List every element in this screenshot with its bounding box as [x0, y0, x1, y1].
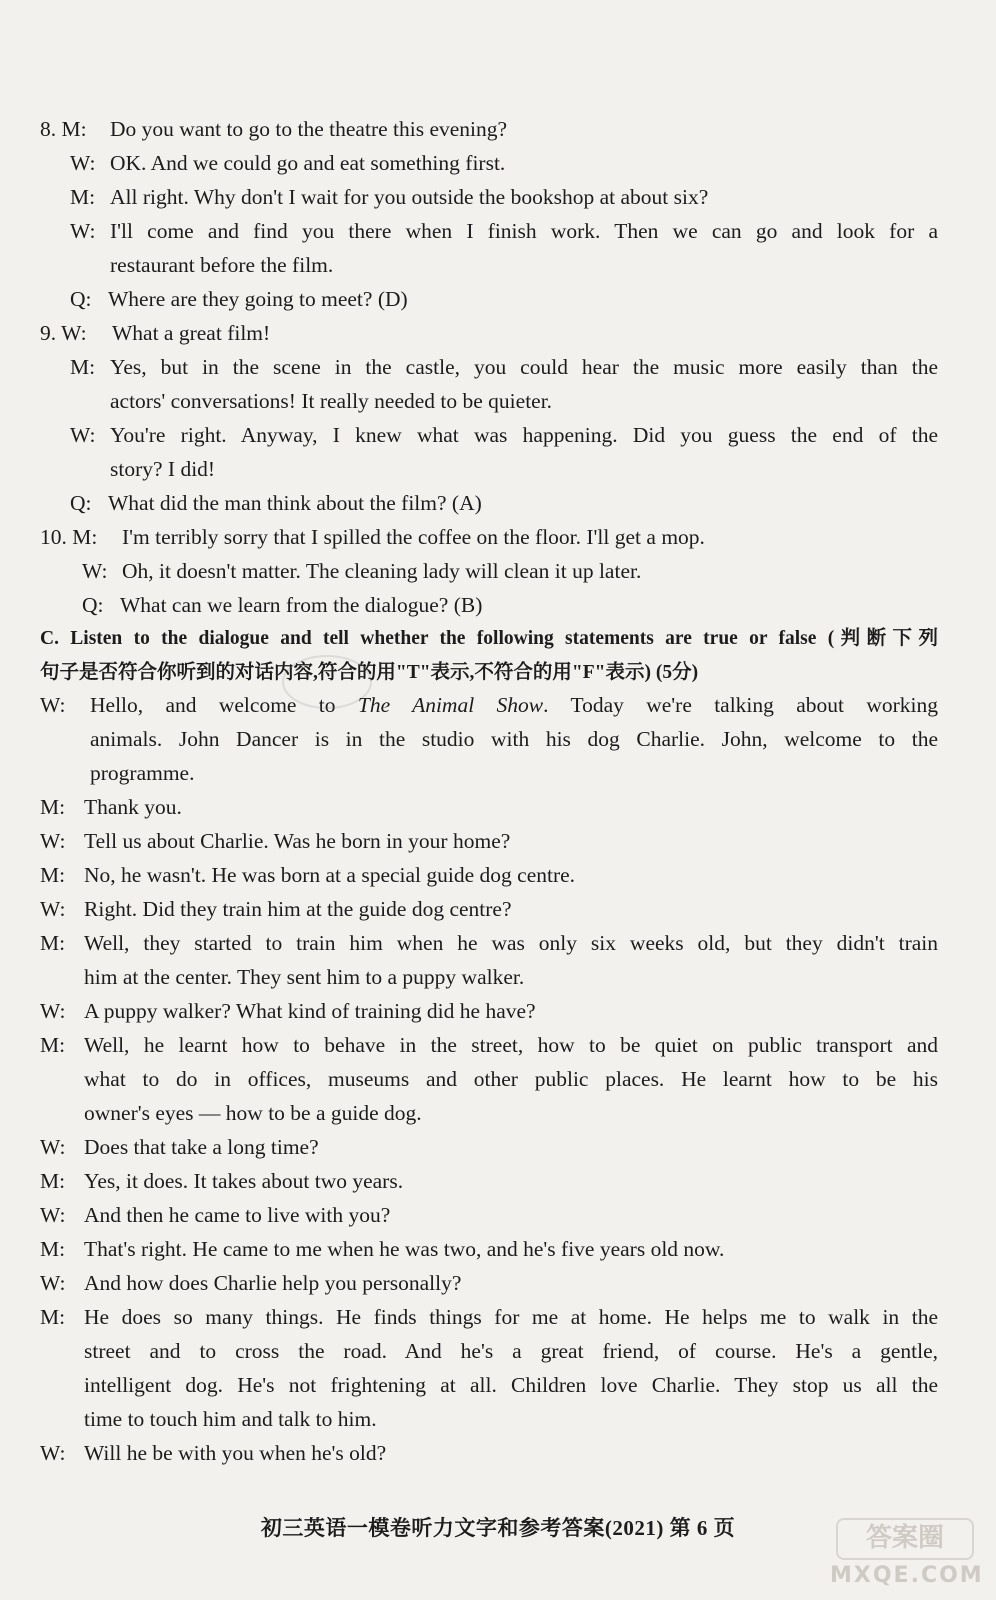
speaker-label: W: — [40, 829, 66, 853]
speaker-label: M: — [40, 931, 66, 955]
line-text: Do you want to go to the theatre this evening? — [110, 117, 508, 141]
speaker-label: M: — [40, 1169, 66, 1193]
line-text: That's right. He came to me when he was two, and he's five years old now. — [84, 1237, 725, 1261]
section-heading-text: C. Listen to the dialogue and tell whether the following statements are true or false (判断下列 — [40, 628, 938, 649]
line-text: Well, they started to train him when he was only six weeks old, but they didn't train — [84, 931, 938, 955]
speaker-label: M: — [40, 1033, 66, 1057]
line-text: Yes, but in the scene in the castle, you could hear the music more easily than the — [110, 355, 938, 379]
speaker-label: W: — [70, 151, 96, 175]
line-text: Oh, it doesn't matter. The cleaning lady will clean it up later. — [122, 559, 642, 583]
line-text: actors' conversations! It really needed to be quieter. — [110, 389, 553, 413]
line-text: A puppy walker? What kind of training did he have? — [84, 999, 536, 1023]
page-footer: 初三英语一模卷听力文字和参考答案(2021) 第 6 页 — [260, 1516, 736, 1540]
line-text: him at the center. They sent him to a puppy walker. — [84, 965, 525, 989]
speaker-label: M: — [40, 1237, 66, 1261]
line-text: All right. Why don't I wait for you outside the bookshop at about six? — [110, 185, 709, 209]
speaker-label: M: — [70, 185, 96, 209]
line-text: Hello, and welcome to The Animal Show. Today we're talking about working — [90, 693, 938, 717]
line-text: Yes, it does. It takes about two years. — [84, 1169, 404, 1193]
watermark-mark: 答案圈 — [836, 1518, 974, 1560]
line-text: restaurant before the film. — [110, 253, 334, 277]
line-text: what to do in offices, museums and other public places. He learnt how to be his — [84, 1067, 938, 1091]
speaker-label: Q: — [70, 287, 92, 311]
speaker-label: W: — [40, 999, 66, 1023]
speaker-label: M: — [40, 863, 66, 887]
line-text: And then he came to live with you? — [84, 1203, 391, 1227]
line-text: intelligent dog. He's not frightening at all. Children love Charlie. They stop us all the — [84, 1373, 938, 1397]
line-text: story? I did! — [110, 457, 216, 481]
line-text: What can we learn from the dialogue? (B) — [120, 593, 483, 617]
line-text: street and to cross the road. And he's a great friend, of course. He's a gentle, — [84, 1339, 938, 1363]
speaker-label: M: — [40, 795, 66, 819]
line-text: He does so many things. He finds things for me at home. He helps me to walk in the — [84, 1305, 938, 1329]
speaker-label: 10. M: — [40, 525, 98, 549]
speaker-label: W: — [40, 1135, 66, 1159]
section-heading-text: 句子是否符合你听到的对话内容,符合的用"T"表示,不符合的用"F"表示) (5分) — [40, 662, 699, 683]
show-title: The Animal Show — [357, 693, 544, 717]
line-text: animals. John Dancer is in the studio with his dog Charlie. John, welcome to the — [90, 727, 938, 751]
line-text: I'm terribly sorry that I spilled the coffee on the floor. I'll get a mop. — [122, 525, 705, 549]
line-text: Tell us about Charlie. Was he born in your home? — [84, 829, 511, 853]
speaker-label: Q: — [82, 593, 104, 617]
line-text: And how does Charlie help you personally? — [84, 1271, 462, 1295]
seal-stamp — [282, 655, 372, 709]
line-text: I'll come and find you there when I finish work. Then we can go and look for a — [110, 219, 938, 243]
line-text: What a great film! — [112, 321, 271, 345]
line-text: No, he wasn't. He was born at a special guide dog centre. — [84, 863, 576, 887]
speaker-label: M: — [40, 1305, 66, 1329]
speaker-label: W: — [40, 897, 66, 921]
line-text: You're right. Anyway, I knew what was happening. Did you guess the end of the — [110, 423, 938, 447]
speaker-label: 9. W: — [40, 321, 87, 345]
speaker-label: W: — [40, 1441, 66, 1465]
speaker-label: Q: — [70, 491, 92, 515]
speaker-label: M: — [70, 355, 96, 379]
line-text: Well, he learnt how to behave in the street, how to be quiet on public transport and — [84, 1033, 938, 1057]
speaker-label: W: — [40, 693, 66, 717]
line-text: Thank you. — [84, 795, 182, 819]
line-text: OK. And we could go and eat something first. — [110, 151, 506, 175]
speaker-label: W: — [70, 423, 96, 447]
line-text: time to touch him and talk to him. — [84, 1407, 377, 1431]
line-text: Does that take a long time? — [84, 1135, 319, 1159]
line-text: owner's eyes — how to be a guide dog. — [84, 1101, 422, 1125]
line-text: Right. Did they train him at the guide dog centre? — [84, 897, 512, 921]
watermark-logo — [830, 1518, 984, 1588]
line-text: What did the man think about the film? (A) — [108, 491, 482, 515]
line-text: Where are they going to meet? (D) — [108, 287, 408, 311]
watermark-site: MXQE.COM — [830, 1563, 984, 1588]
line-text: programme. — [90, 761, 195, 785]
speaker-label: W: — [70, 219, 96, 243]
speaker-label: W: — [40, 1203, 66, 1227]
line-text: Will he be with you when he's old? — [84, 1441, 387, 1465]
speaker-label: W: — [82, 559, 108, 583]
speaker-label: 8. M: — [40, 117, 87, 141]
speaker-label: W: — [40, 1271, 66, 1295]
